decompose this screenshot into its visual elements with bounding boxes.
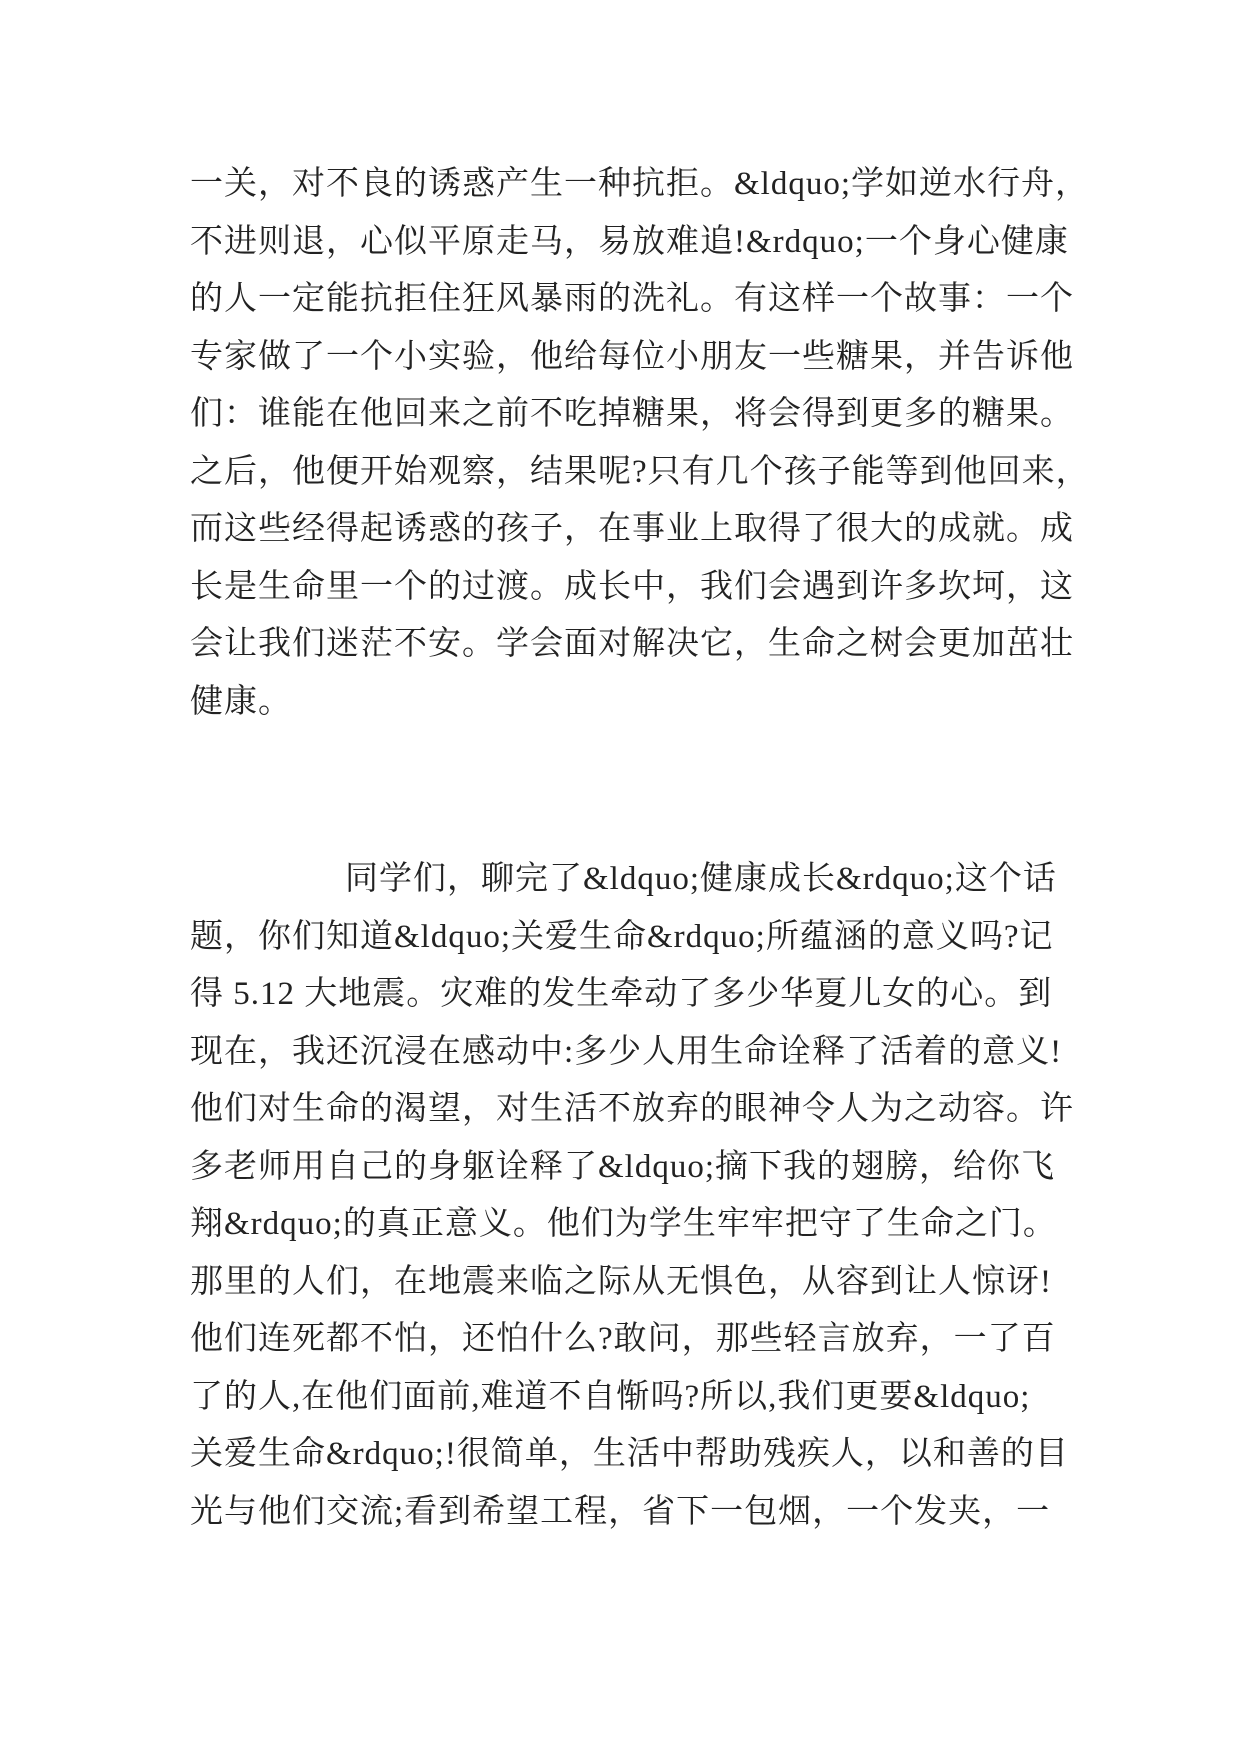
- text-line: 光与他们交流;看到希望工程，省下一包烟，一个发夹，一: [190, 1493, 1051, 1530]
- text-line: 翔&rdquo;的真正意义。他们为学生牢牢把守了生命之门。: [190, 1206, 1057, 1242]
- text-line: 现在，我还沉浸在感动中:多少人用生命诠释了活着的意义!: [190, 1033, 1063, 1070]
- essay-paragraph-1: [190, 156, 1090, 731]
- text-line: 同学们，聊完了&ldquo;健康成长&rdquo;这个话: [345, 861, 1057, 897]
- text-line: 他们对生命的渴望，对生活不放弃的眼神令人为之动容。许: [190, 1091, 1074, 1127]
- text-line: 健康。: [190, 683, 292, 720]
- text-line: 们：谁能在他回来之前不吃掉糖果，将会得到更多的糖果。: [190, 396, 1074, 432]
- text-line: 了的人,在他们面前,难道不自惭吗?所以,我们更要&ldquo;: [190, 1378, 1031, 1415]
- text-line: 题，你们知道&ldquo;关爱生命&rdquo;所蕴涵的意义吗?记: [190, 918, 1054, 955]
- text-line: 的人一定能抗拒住狂风暴雨的洗礼。有这样一个故事：一个: [190, 281, 1074, 317]
- text-line: 关爱生命&rdquo;!很简单，生活中帮助残疾人，以和善的目: [190, 1436, 1069, 1472]
- text-line: 之后，他便开始观察，结果呢?只有几个孩子能等到他回来，: [190, 453, 1090, 490]
- text-line: 他们连死都不怕，还怕什么?敢问，那些轻言放弃，一了百: [190, 1321, 1056, 1357]
- text-line: 专家做了一个小实验，他给每位小朋友一些糖果，并告诉他: [190, 338, 1074, 375]
- text-line: 不进则退，心似平原走马，易放难追!&rdquo;一个身心健康: [190, 223, 1069, 260]
- essay-body: [190, 156, 1090, 1541]
- essay-paragraph-2: [190, 851, 1090, 1541]
- text-line: 而这些经得起诱惑的孩子，在事业上取得了很大的成就。成: [190, 511, 1074, 547]
- text-line: 得 5.12 大地震。灾难的发生牵动了多少华夏儿女的心。到: [190, 976, 1053, 1012]
- text-line: 一关，对不良的诱惑产生一种抗拒。&ldquo;学如逆水行舟，: [190, 166, 1090, 202]
- text-line: 那里的人们，在地震来临之际从无惧色，从容到让人惊讶!: [190, 1263, 1052, 1300]
- text-line: 会让我们迷茫不安。学会面对解决它，生命之树会更加茁壮: [190, 626, 1074, 662]
- text-line: 长是生命里一个的过渡。成长中，我们会遇到许多坎坷，这: [190, 568, 1074, 605]
- text-line: 多老师用自己的身躯诠释了&ldquo;摘下我的翅膀，给你飞: [190, 1148, 1056, 1185]
